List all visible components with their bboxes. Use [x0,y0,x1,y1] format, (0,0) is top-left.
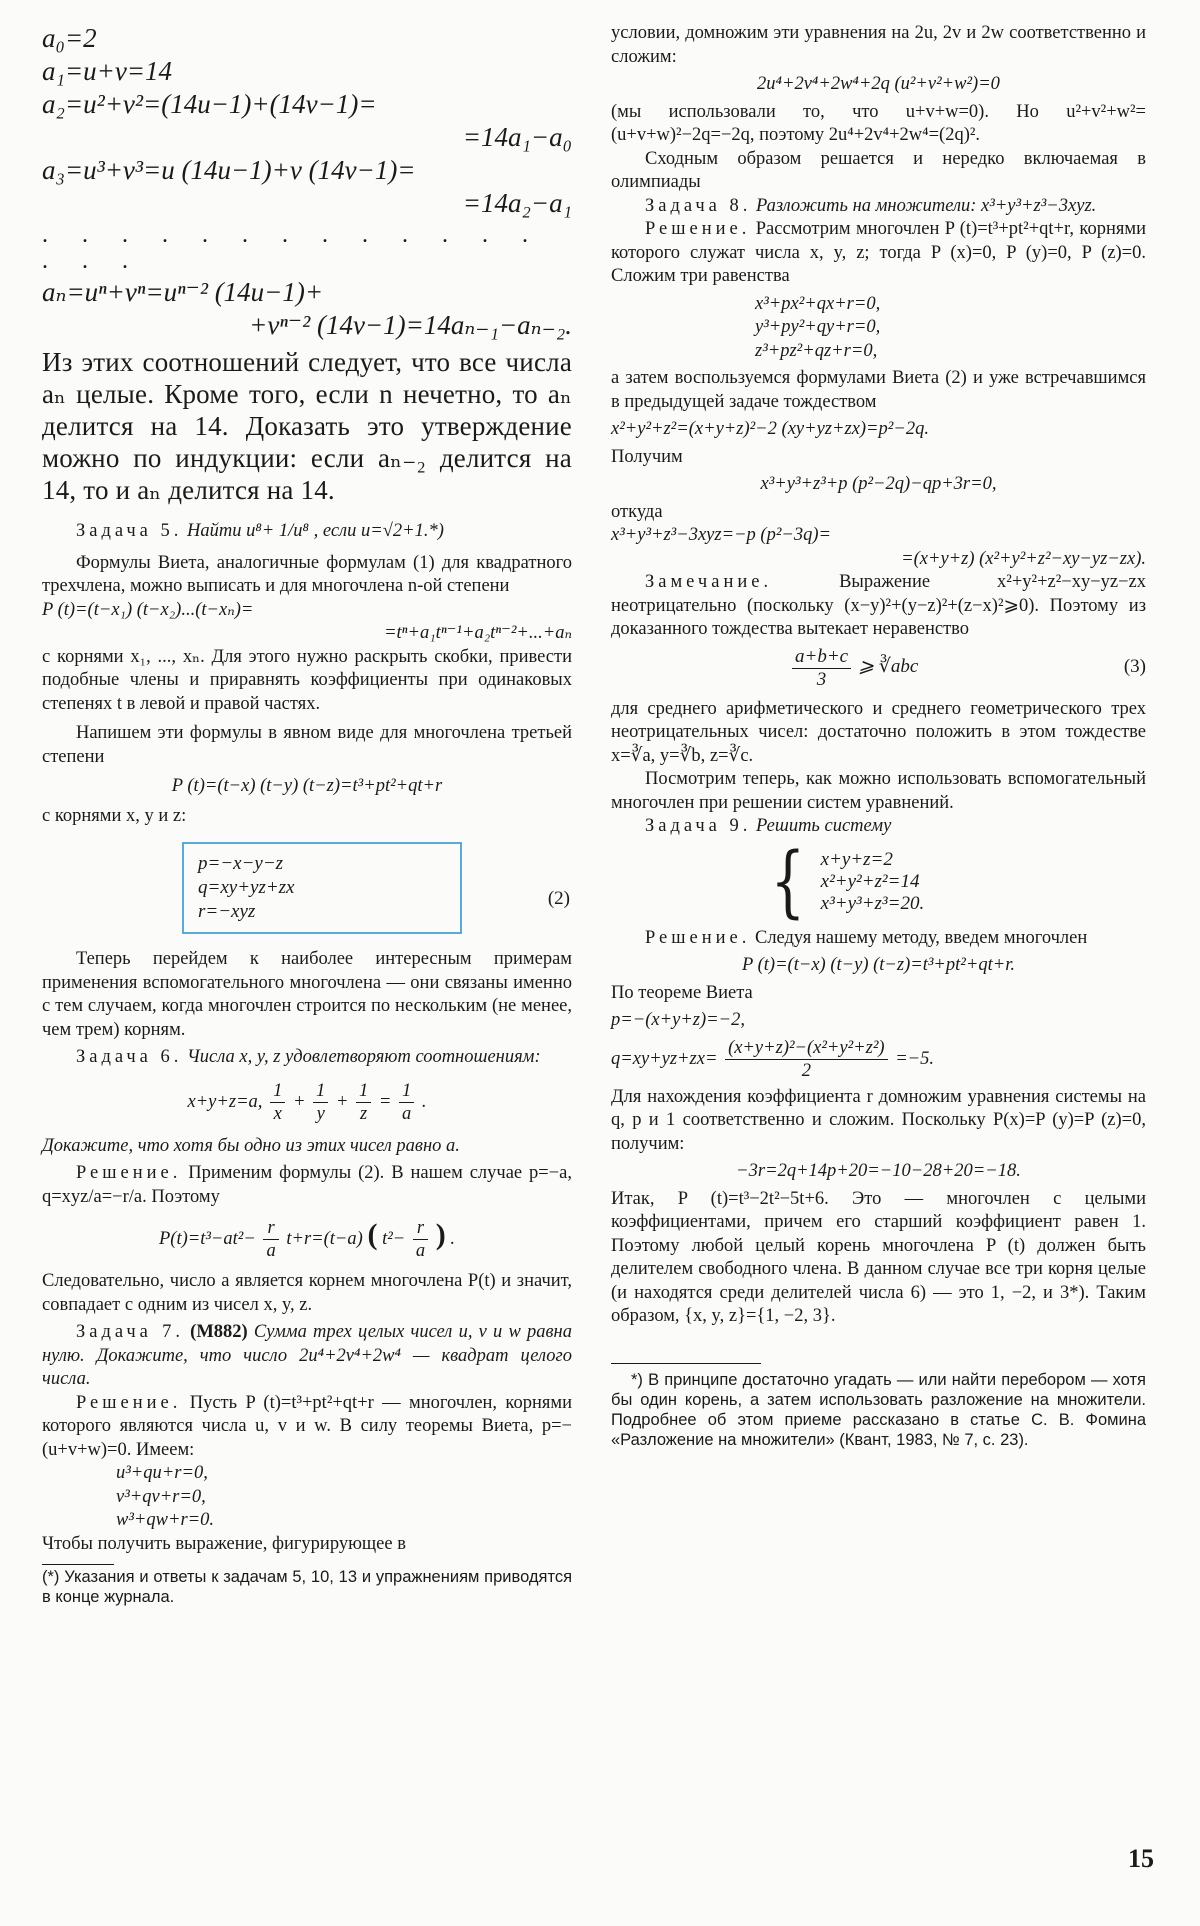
sol6-equation: P(t)=t³−at²− $\frac{r}{a}$ t+r=(t−a) ( t²− $\frac{r}{a}$ ) . [158,1217,456,1261]
seq-a2: a₂=u²+v²=(14u−1)+(14v−1)= [42,89,377,119]
whence-label: откуда [611,501,663,522]
remark [611,571,1146,642]
task9 [611,815,1146,839]
sol7-tail: Чтобы получить выражение, фигурирующее в [42,1533,406,1554]
similar-paragraph: Сходным образом решается и нередко включаемая в олимпиады [611,148,1146,192]
task7 [42,1321,572,1392]
seq-an: aₙ=uⁿ+vⁿ=uⁿ⁻² (14u−1)+ [42,277,324,307]
seq-dots: . . . . . . . . . . . . . . . . [42,222,542,274]
left-footnote [42,1564,572,1607]
by-vieta: По теореме Виета [611,982,753,1003]
seq-a3-cont: =14a₂−a₁ [462,188,572,218]
task7-text: Сумма трех целых чисел u, v и w равна нулю. Докажите, что число 2u⁴+2v⁴+2w⁴ — квадрат целого числа. [42,1322,572,1389]
seq-a1: a₁=u+v=14 [42,56,173,86]
task9-label: Задача 9. [645,816,752,836]
inequality: $\frac{a+b+c}{3}$ ⩾ ∛abc (3) [611,642,1146,698]
roots-xyz: с корнями x, y и z: [42,805,187,826]
brace-icon: { [770,836,806,927]
sol7-equations: u³+qu+r=0, v³+qv+r=0, w³+qw+r=0. [116,1463,215,1530]
vieta-p: p=−x−y−z [198,853,284,874]
roots-paragraph: с корнями x₁, ..., xₙ. Для этого нужно раскрыть скобки, привести подобные члены и приравнять коэффициенты при одинаковых степенях t в левой и правой частях. [42,646,572,714]
task5-text: Найти u⁸+ 1/u⁸ , если u=√2+1.*) [187,521,444,541]
find-r-paragraph: Для нахождения коэффициента r домножим уравнения системы на q, p и 1 соответственно и сложим. Поскольку P(x)=P (y)=P (z)=0, получим: [611,1086,1146,1154]
task7-label: Задача 7. [76,1322,184,1342]
task5 [42,520,572,544]
explicit-paragraph: Напишем эти формулы в явном виде для многочлена третьей степени [42,723,572,767]
right-column [611,22,1146,1450]
equation-number-2: (2) [547,888,570,909]
sys9: { x+y+z=2 x²+y²+z²=14 x³+y³+z³=20. [770,836,925,927]
remark-label: Замечание. [645,572,773,592]
sol6 [42,1162,572,1209]
vieta-r: r=−xyz [198,901,256,922]
left-column [42,22,572,1607]
left-footnote-text: (*) Указания и ответы к задачам 5, 10, 13 и упражнениям приводятся в конце журнала. [42,1568,572,1606]
sol9 [611,927,1146,951]
vieta-q: q=xy+yz+zx [198,877,295,898]
sol9-label: Решение. [645,927,751,948]
seq-a3: a₃=u³+v³=u (14u−1)+v (14v−1)= [42,155,416,185]
task6 [42,1046,572,1070]
now-see-paragraph: Посмотрим теперь, как можно использовать вспомогательный многочлен при решении систем уравнений. [611,769,1146,813]
sol8-text: Рассмотрим многочлен P (t)=t³+pt²+qt+r, корнями которого служат числа x, y, z; тогда P (x)=0, P (y)=0, P (z)=0. Сложим три равенства [611,219,1146,286]
task5-label: Задача 5. [76,521,183,541]
get-equation: x³+y³+z³+p (p²−2q)−qp+3r=0, [760,474,997,494]
identity: x²+y²+z²=(x+y+z)²−2 (xy+yz+zx)=p²−2q. [611,419,929,439]
sys8: x³+px²+qx+r=0, y³+py²+qy+r=0, z³+pz²+qz+r=0, [755,293,881,361]
seq-a2-cont: =14a₁−a₀ [462,122,572,152]
sol7 [42,1392,572,1463]
used-paragraph: (мы использовали то, что u+v+w=0). Но u²+v²+w²=(u+v+w)²−2q=−2q, поэтому 2u⁴+2v⁴+2w⁴=(2q)². [611,101,1146,145]
sol8 [611,218,1146,289]
viete-use: а затем воспользуемся формулами Виета (2) и уже встречавшимся в предыдущей задаче тождеством [611,368,1146,412]
task8 [611,195,1146,219]
seq-an-cont: +vⁿ⁻² (14v−1)=14aₙ₋₁−aₙ₋₂. [249,310,572,340]
sol6-text: Применим формулы (2). В нашем случае p=−a, q=xyz/a=−r/a. Поэтому [42,1163,573,1207]
induction-paragraph: Из этих соотношений следует, что все числа aₙ целые. Кроме того, если n нечетно, то aₙ делится на 14. Доказать это утверждение можно по индукции: если aₙ₋₂ делится на 14, то и aₙ делится на 14. [42,347,572,505]
equation-number-3: (3) [1123,655,1146,677]
continued-text: условии, домножим эти уравнения на 2u, 2v и 2w соответственно и сложим: [611,23,1146,67]
result-line1: x³+y³+z³−3xyz=−p (p²−3q)= [611,525,832,545]
get-label: Получим [611,446,683,467]
task9-text: Решить систему [756,816,892,836]
vieta-box [182,842,462,934]
task8-text: Разложить на множители: x³+y³+z³−3xyz. [756,195,1097,216]
vieta-formulas [42,842,572,934]
sol7-text: Пусть P (t)=t³+pt²+qt+r — многочлен, корнями которого являются числа u, v и w. В силу теоремы Виета, p=−(u+v+w)=0. Имеем: [42,1392,572,1460]
q-equation: q=xy+yz+zx= $\frac{\text{(x+y+z)²−(x²+y²+z²)}}{2}$ =−5. [611,1037,935,1081]
task6-prove: Докажите, что хотя бы одно из этих чисел равно a. [42,1135,460,1156]
right-footnote: *) В принципе достаточно угадать — или найти перебором — хотя бы один корень, а затем использовать разложение на множители. Подробнее об этом приеме рассказано в статье С. В. Фомина «Разложение на множители» (Квант, 1983, № 7, с. 23). [611,1370,1146,1449]
footnote-rule [611,1363,761,1364]
poly-n-line1: P (t)=(t−x₁) (t−x₂)...(t−xₙ)= [42,599,254,620]
r-equation: −3r=2q+14p+20=−10−28+20=−18. [736,1161,1021,1181]
p-equation: p=−(x+y+z)=−2, [611,1010,745,1030]
sum-equation: 2u⁴+2v⁴+2w⁴+2q (u²+v²+w²)=0 [757,74,1000,94]
sol7-label: Решение. [76,1392,182,1413]
task6-label: Задача 6. [76,1047,183,1067]
poly-cubic: P (t)=(t−x) (t−y) (t−z)=t³+pt²+qt+r [171,776,443,796]
seq-a0: a₀=2 [42,23,97,53]
task7-code: (М882) [190,1322,248,1342]
sol9-text: Следуя нашему методу, введем многочлен [754,927,1088,948]
task8-label: Задача 8. [645,195,752,216]
task6-text: Числа x, y, z удовлетворяют соотношениям: [187,1047,541,1067]
now-paragraph: Теперь перейдем к наиболее интересным примерам применения вспомогательного многочлена — они связаны именно с тем случаем, когда многочлен строится по нескольким (не менее, чем трем) корням. [42,949,572,1040]
mean-paragraph: для среднего арифметического и среднего геометрического трех неотрицательных чисел: достаточно положить в этом тождестве x=∛a, y=∛b, z=∛c. [611,698,1146,766]
vieta-intro: Формулы Виета, аналогичные формулам (1) для квадратного трехчлена, можно выписать и для многочлена n-ой степени [42,552,572,596]
sol6-conclusion: Следовательно, число a является корнем многочлена P(t) и значит, совпадает с одним из чисел x, y, z. [42,1271,572,1315]
sol8-label: Решение. [645,219,751,239]
poly9: P (t)=(t−x) (t−y) (t−z)=t³+pt²+qt+r. [742,955,1015,975]
task6-equation: x+y+z=a, $\frac{1}{x}$ + $\frac{1}{y}$ + $\frac{1}{z}$ = $\frac{1}{a}$ . [187,1080,427,1124]
remark-text: Выражение x²+y²+z²−xy−yz−zx неотрицательно (поскольку (x−y)²+(y−z)²+(z−x)²⩾0). Поэтому из доказанного тождества вытекает неравенство [611,572,1146,639]
conclusion-paragraph: Итак, P (t)=t³−2t²−5t+6. Это — многочлен с целыми коэффициентами, причем его старший коэффициент равен 1. Поэтому любой целый корень многочлена P (t) должен быть делителем свободного члена. В данном случае все три корня целые (и находятся среди делителей числа 6) — это 1, −2, и 3*). Таким образом, {x, y, z}={1, −2, 3}. [611,1188,1146,1326]
page-number: 15 [1128,1844,1154,1873]
result-line2: =(x+y+z) (x²+y²+z²−xy−yz−zx). [901,548,1146,569]
sol6-label: Решение. [76,1163,182,1183]
poly-n-line2: =tⁿ+a₁tⁿ⁻¹+a₂tⁿ⁻²+...+aₙ [384,623,572,643]
